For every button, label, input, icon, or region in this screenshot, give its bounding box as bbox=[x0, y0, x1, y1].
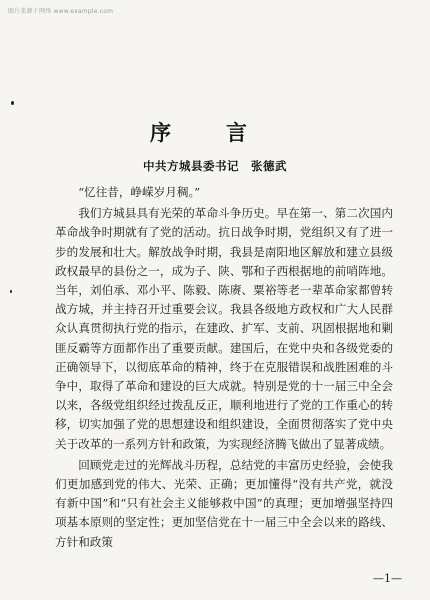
body-text bbox=[55, 183, 393, 554]
byline bbox=[0, 158, 430, 174]
page-title: 序言 bbox=[150, 121, 302, 145]
paragraph: 回顾党走过的光辉战斗历程，总结党的丰富历史经验，会使我们更加感到党的伟大、光荣、正确；更加懂得“没有共产党，就没有新中国”和“只有社会主义能够救中国”的真理；更加增强坚持四项基本原则的坚定性；更加坚信党在十一届三中全会以来的路线、方针和政策 bbox=[55, 457, 393, 549]
byline-author: 张德武 bbox=[251, 159, 287, 173]
scan-speck bbox=[11, 101, 14, 105]
paragraph: 我们方城县具有光荣的革命斗争历史。早在第一、第二次国内革命战争时期就有了党的活动。抗日战争时期，党组织又有了进一步的发展和壮大。解放战争时期，我县是南阳地区解放和建立县级政权最早的县份之一，成为子、陕、鄂和子西根据地的前哨阵地。当年，刘伯承、邓小平、陈毅、陈赓、粟裕等老一辈革命家都曾转战方城，并主持召开过重要会议。我县各级地方政权和广大人民群众认真贯彻执行党的指示，在建政、扩军、支前、巩固根据地和剿匪反霸等方面都作出了重要贡献。建国后，在党中央和各级党委的正确领导下，以彻底革命的精神，终于在克服错误和战胜困难的斗争中，取得了革命和建设的巨大成就。特别是党的十一届三中全会以来，各级党组织经过拨乱反正，顺利地进行了党的工作重心的转移，切实加强了党的思想建设和组织建设，全面贯彻落实了党中央关于改革的一系列方针和政策，为实现经济腾飞做出了显著成绩。 bbox=[55, 206, 393, 451]
paragraph: “忆往昔，峥嵘岁月稠。” bbox=[78, 185, 201, 199]
byline-org: 中共方城县委书记 bbox=[143, 159, 239, 173]
page-number: —1— bbox=[373, 572, 402, 585]
scan-speck bbox=[10, 290, 12, 293]
watermark: 图片来源于网络 www.example.com bbox=[8, 8, 114, 15]
